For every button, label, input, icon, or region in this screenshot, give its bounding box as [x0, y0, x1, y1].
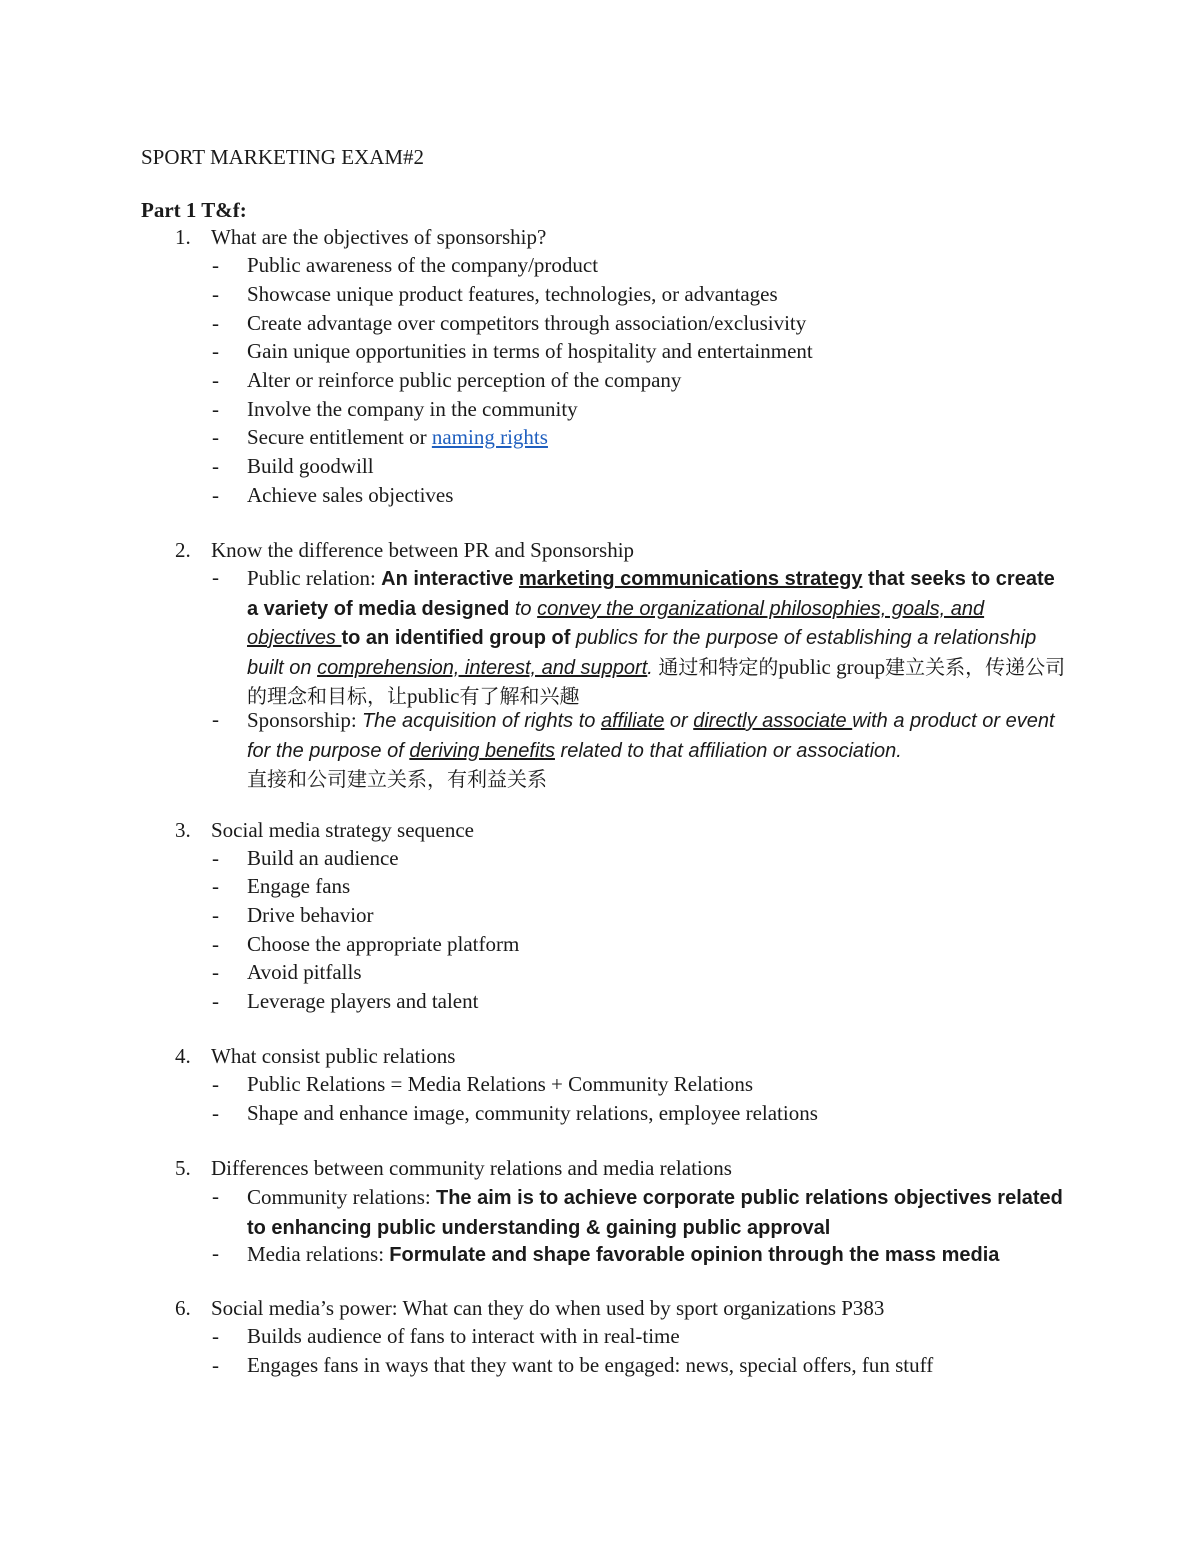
community-relations-definition [247, 1183, 1067, 1242]
bullet-text: Shape and enhance image, community relations, employee relations [247, 1101, 818, 1125]
pr-chinese-note: 通过和特定的 [658, 654, 779, 679]
pr-text-italic: publics for the purpose of establishing a relationship built on [247, 627, 1037, 679]
bullet-text: Involve the company in the community [247, 397, 578, 421]
bullet-text: Drive behavior [247, 903, 374, 927]
dash-marker: - [212, 1101, 219, 1125]
bullet-text: Avoid pitfalls [247, 960, 362, 984]
sponsorship-text: with a product or event for the purpose of [247, 710, 1055, 762]
dash-marker: - [212, 846, 219, 870]
pr-text-underlined: marketing communications strategy [518, 568, 863, 590]
question-text: Know the difference between PR and Sponsorship [211, 538, 635, 562]
sponsorship-label: Sponsorship: [247, 708, 362, 732]
question-text: Differences between community relations and media relations [211, 1156, 732, 1180]
question-text: Social media strategy sequence [211, 818, 474, 842]
pr-text: to an identified group of [341, 627, 576, 649]
dash-marker: - [212, 1353, 219, 1377]
dash-marker: - [212, 454, 219, 478]
dash-marker: - [212, 989, 219, 1013]
pr-text: public group [778, 654, 886, 679]
bullet-text: Choose the appropriate platform [247, 932, 520, 956]
pr-definition [247, 564, 1067, 711]
media-label: Media relations: [247, 1242, 390, 1266]
dash-marker: - [212, 874, 219, 898]
dash-marker: - [212, 397, 219, 421]
bullet-text: Engages fans in ways that they want to be engaged: news, special offers, fun stuff [247, 1353, 934, 1377]
media-relations-definition [247, 1240, 1147, 1270]
sponsorship-text: related to that affiliation or association. [554, 739, 902, 762]
bullet-text: Builds audience of fans to interact with in real-time [247, 1324, 680, 1348]
question-number: 5. [175, 1156, 191, 1180]
community-text: The aim is to achieve corporate public relations objectives related to enhancing public understanding & gaining public approval [247, 1187, 1063, 1239]
sponsorship-text-underlined: directly associate [693, 710, 853, 732]
bullet-text: Alter or reinforce public perception of the company [247, 368, 682, 392]
dash-marker: - [212, 707, 219, 731]
bullet-text: Public Relations = Media Relations + Community Relations [247, 1072, 754, 1096]
dash-marker: - [212, 932, 219, 956]
pr-text-italic-underlined: comprehension, interest, and support [317, 656, 648, 679]
bullet-text [247, 424, 548, 450]
dash-marker: - [212, 311, 219, 335]
pr-text-italic-underlined: convey the organizational philosophies, goals, and objectives [247, 597, 985, 649]
bullet-text: Gain unique opportunities in terms of hospitality and entertainment [247, 339, 813, 363]
question-text: Social media’s power: What can they do when used by sport organizations P383 [211, 1296, 885, 1320]
dash-marker: - [212, 565, 219, 589]
bullet-text: Engage fans [247, 874, 351, 898]
sponsorship-chinese-note: 直接和公司建立关系，有利益关系 [247, 767, 547, 791]
bullet-text-prefix: Secure entitlement or [247, 425, 432, 449]
dash-marker: - [212, 282, 219, 306]
naming-rights-link[interactable]: naming rights [431, 425, 548, 449]
dash-marker: - [212, 1072, 219, 1096]
dash-marker: - [212, 960, 219, 984]
sponsorship-text: or [664, 710, 694, 732]
bullet-text: Create advantage over competitors through association/exclusivity [247, 311, 807, 335]
sponsorship-text-underlined: affiliate [600, 710, 665, 732]
pr-text-italic: . [647, 656, 659, 679]
sponsorship-text: The acquisition of rights to [361, 710, 601, 732]
pr-text-italic: to [514, 597, 538, 620]
dash-marker: - [212, 903, 219, 927]
question-text: What consist public relations [211, 1044, 456, 1068]
media-text: Formulate and shape favorable opinion through the mass media [389, 1244, 1000, 1266]
question-text: What are the objectives of sponsorship? [211, 225, 547, 249]
dash-marker: - [212, 1241, 219, 1265]
bullet-text: Build goodwill [247, 454, 374, 478]
dash-marker: - [212, 483, 219, 507]
question-number: 2. [175, 538, 191, 562]
dash-marker: - [212, 425, 219, 449]
pr-text: that seeks to create a variety of media designed [247, 568, 1055, 620]
sponsorship-text-underlined: deriving benefits [409, 739, 555, 762]
question-number: 4. [175, 1044, 191, 1068]
pr-chinese-note: 有了解和兴趣 [459, 684, 580, 708]
dash-marker: - [212, 368, 219, 392]
bullet-text: Build an audience [247, 846, 399, 870]
dash-marker: - [212, 1184, 219, 1208]
document-title: SPORT MARKETING EXAM#2 [141, 145, 425, 169]
bullet-text: Showcase unique product features, technologies, or advantages [247, 282, 778, 306]
question-number: 1. [175, 225, 191, 249]
pr-text: An interactive [381, 568, 519, 590]
part-heading: Part 1 T&f: [141, 198, 247, 222]
dash-marker: - [212, 339, 219, 363]
dash-marker: - [212, 1324, 219, 1348]
question-number: 6. [175, 1296, 191, 1320]
bullet-text: Leverage players and talent [247, 989, 479, 1013]
bullet-text: Achieve sales objectives [247, 483, 454, 507]
pr-label: Public relation: [247, 566, 382, 590]
question-number: 3. [175, 818, 191, 842]
pr-text: public [407, 684, 460, 708]
bullet-text: Public awareness of the company/product [247, 253, 599, 277]
community-label: Community relations: [247, 1185, 436, 1209]
dash-marker: - [212, 253, 219, 277]
pr-chinese-note: 建立关系，传递公司的理念和目标，让 [247, 654, 1066, 708]
sponsorship-definition [247, 706, 1067, 794]
